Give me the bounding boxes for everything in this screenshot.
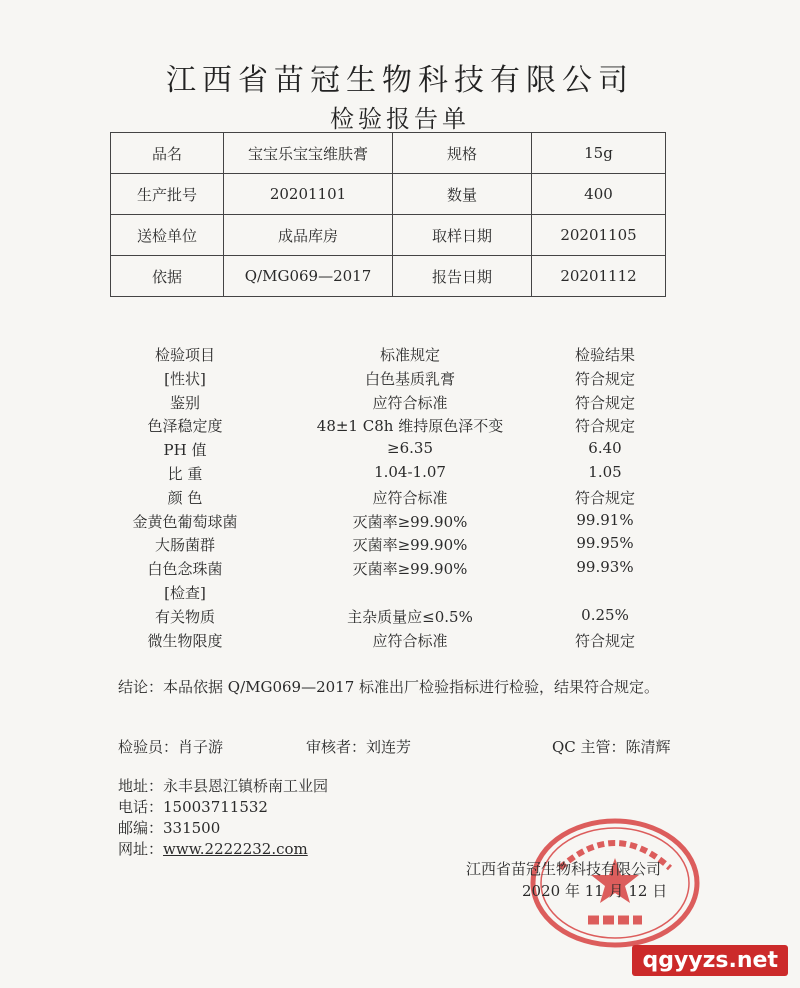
item-result: 99.91%: [576, 510, 634, 529]
company-signature: 江西省苗冠生物科技有限公司: [466, 860, 662, 878]
item-standard: 应符合标准: [372, 631, 448, 650]
signers: [118, 736, 698, 758]
sign-date: 2020 年 11 月 12 日: [522, 882, 668, 900]
name-label: 品名: [111, 133, 224, 174]
spec-label: 规格: [393, 133, 532, 174]
company-title: 江西省苗冠生物科技有限公司: [166, 63, 634, 98]
item-result: 符合规定: [574, 393, 635, 412]
info-table: [110, 132, 666, 297]
basis-value: Q/MG069—2017: [224, 256, 393, 297]
list-item: [110, 415, 670, 439]
item-standard: 48±1 C8h 维持原色泽不变: [316, 417, 504, 436]
table-row: [111, 215, 666, 256]
item-result: 0.25%: [581, 605, 629, 624]
conclusion: 结论：本品依据 Q/MG069—2017 标准出厂检验指标进行检验，结果符合规定。: [118, 678, 660, 696]
item-standard: 灭菌率≥99.90%: [352, 560, 468, 579]
item-result: 检验结果: [574, 346, 635, 364]
table-row: [111, 174, 666, 215]
website-link[interactable]: www.2222232.com: [163, 840, 308, 858]
item-name: 大肠菌群: [154, 536, 215, 555]
product-name: 宝宝乐宝宝维肤膏: [224, 133, 393, 174]
qty-value: 400: [532, 174, 666, 215]
list-item: [110, 487, 670, 511]
item-result: 1.05: [588, 462, 622, 481]
table-row: [111, 133, 666, 174]
item-name: [性状]: [164, 369, 206, 388]
list-item: [110, 630, 670, 654]
watermark: qgyyzs.net: [632, 945, 788, 976]
item-name: 颜 色: [167, 488, 203, 507]
basis-label: 依据: [111, 256, 224, 297]
item-name: [检查]: [164, 583, 206, 602]
item-standard: 主杂质量应≤0.5%: [347, 607, 473, 626]
item-name: 色泽稳定度: [147, 417, 223, 436]
inspector: 检验员：肖子游: [118, 738, 224, 756]
list-item: [110, 344, 670, 368]
table-row: [111, 256, 666, 297]
list-item: [110, 368, 670, 392]
report-date-value: 20201112: [532, 256, 666, 297]
list-item: [110, 534, 670, 558]
list-item: [110, 463, 670, 487]
report-title: 检验报告单: [330, 105, 470, 133]
item-result: 99.95%: [576, 534, 634, 553]
item-name: PH 值: [163, 441, 207, 460]
item-standard: 灭菌率≥99.90%: [352, 536, 468, 555]
item-standard: 应符合标准: [372, 393, 448, 412]
item-standard: ≥6.35: [387, 439, 433, 458]
phone: 电话：15003711532: [118, 798, 268, 816]
item-result: 符合规定: [574, 369, 635, 388]
item-name: 金黄色葡萄球菌: [132, 512, 238, 531]
reviewer: 审核者：刘连芳: [306, 738, 412, 756]
item-name: 比 重: [167, 464, 203, 483]
list-item: [110, 392, 670, 416]
item-name: 鉴别: [169, 393, 200, 412]
postcode: 邮编：331500: [118, 819, 221, 837]
dept-value: 成品库房: [224, 215, 393, 256]
item-standard: 白色基质乳膏: [364, 369, 455, 388]
spec-value: 15g: [532, 133, 666, 174]
item-name: 有关物质: [154, 607, 215, 626]
report-date-label: 报告日期: [393, 256, 532, 297]
batch-label: 生产批号: [111, 174, 224, 215]
dept-label: 送检单位: [111, 215, 224, 256]
list-item: [110, 558, 670, 582]
list-item: [110, 582, 670, 606]
item-name: 微生物限度: [147, 631, 223, 650]
item-result: 符合规定: [574, 631, 635, 650]
list-item: [110, 511, 670, 535]
website-line: [118, 839, 328, 860]
item-result: 6.40: [588, 439, 622, 458]
item-standard: 1.04-1.07: [374, 462, 446, 481]
item-result: 符合规定: [574, 488, 635, 507]
item-result: 99.93%: [576, 558, 634, 577]
list-item: [110, 439, 670, 463]
item-name: 白色念珠菌: [147, 560, 223, 579]
sample-date-value: 20201105: [532, 215, 666, 256]
item-standard: 标准规定: [379, 346, 440, 364]
qc-manager: QC 主管：陈清辉: [552, 738, 671, 756]
qty-label: 数量: [393, 174, 532, 215]
batch-value: 20201101: [224, 174, 393, 215]
item-result: 符合规定: [574, 417, 635, 436]
contact-info: [118, 776, 328, 860]
sample-date-label: 取样日期: [393, 215, 532, 256]
list-item: [110, 606, 670, 630]
inspection-items: [110, 344, 670, 653]
item-standard: 应符合标准: [372, 488, 448, 507]
website-label: 网址：: [118, 840, 164, 858]
item-standard: 灭菌率≥99.90%: [352, 512, 468, 531]
address: 地址：永丰县恩江镇桥南工业园: [118, 777, 329, 795]
item-name: 检验项目: [154, 346, 215, 364]
